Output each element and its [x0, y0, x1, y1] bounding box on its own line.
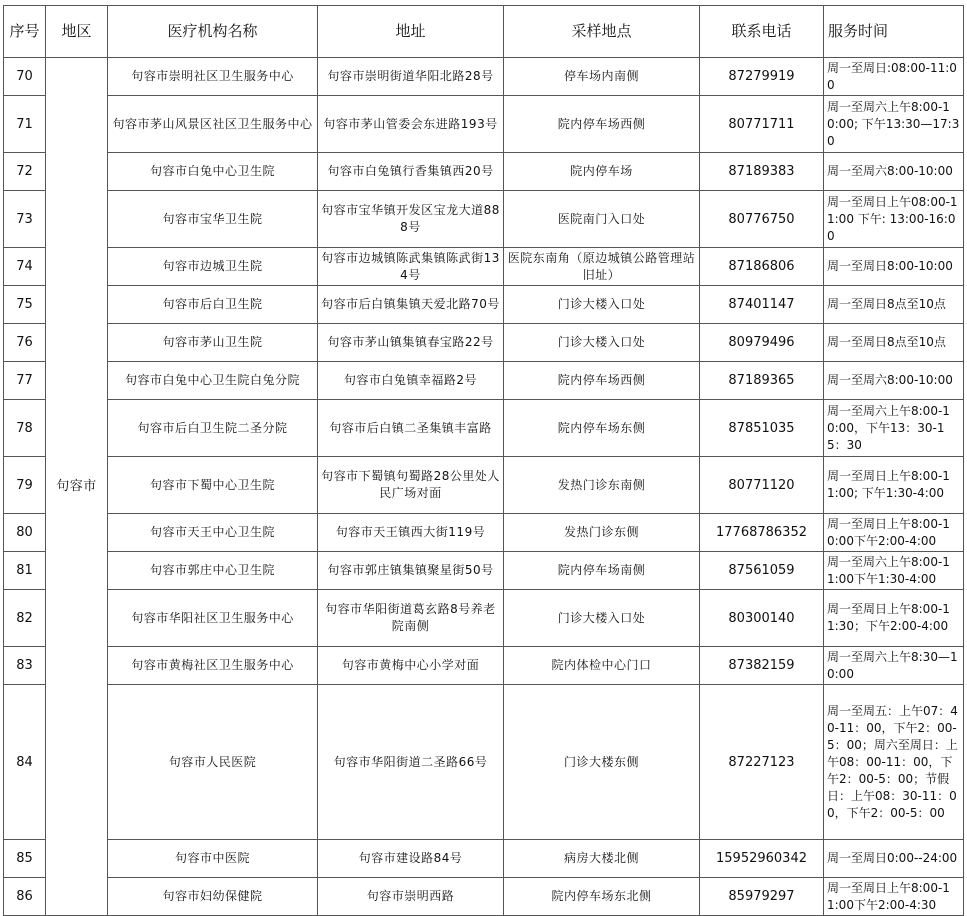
- cell-phone: 80771120: [700, 457, 824, 514]
- cell-phone: 87401147: [700, 286, 824, 324]
- cell-sampling-site: 门诊大楼入口处: [504, 590, 700, 647]
- cell-institution-name: 句容市后白卫生院二圣分院: [108, 400, 318, 457]
- cell-address: 句容市崇明街道华阳北路28号: [318, 58, 504, 96]
- cell-service-hours: 周一至周六上午8:30—10:00: [824, 647, 964, 685]
- cell-address: 句容市华阳街道二圣路66号: [318, 685, 504, 840]
- table-row: [4, 647, 964, 685]
- table-row: [4, 248, 964, 286]
- cell-index: 80: [4, 514, 46, 552]
- header-institution-name: 医疗机构名称: [108, 6, 318, 58]
- cell-institution-name: 句容市崇明社区卫生服务中心: [108, 58, 318, 96]
- table-body: [4, 58, 964, 916]
- cell-index: 70: [4, 58, 46, 96]
- cell-index: 84: [4, 685, 46, 840]
- cell-institution-name: 句容市后白卫生院: [108, 286, 318, 324]
- cell-institution-name: 句容市茅山风景区社区卫生服务中心: [108, 96, 318, 153]
- cell-institution-name: 句容市郭庄中心卫生院: [108, 552, 318, 590]
- cell-service-hours: 周一至周日上午8:00-11:30；下午2:00-4:00: [824, 590, 964, 647]
- table-row: [4, 590, 964, 647]
- table-row: [4, 457, 964, 514]
- cell-sampling-site: 停车场内南侧: [504, 58, 700, 96]
- cell-institution-name: 句容市黄梅社区卫生服务中心: [108, 647, 318, 685]
- cell-phone: 87189383: [700, 153, 824, 191]
- cell-index: 85: [4, 840, 46, 878]
- cell-sampling-site: 病房大楼北侧: [504, 840, 700, 878]
- cell-phone: 80776750: [700, 191, 824, 248]
- cell-service-hours: 周一至周日0:00--24:00: [824, 840, 964, 878]
- cell-index: 71: [4, 96, 46, 153]
- cell-index: 75: [4, 286, 46, 324]
- cell-index: 78: [4, 400, 46, 457]
- cell-sampling-site: 院内停车场西侧: [504, 362, 700, 400]
- cell-address: 句容市宝华镇开发区宝龙大道888号: [318, 191, 504, 248]
- cell-sampling-site: 门诊大楼入口处: [504, 286, 700, 324]
- header-address: 地址: [318, 6, 504, 58]
- cell-sampling-site: 发热门诊东南侧: [504, 457, 700, 514]
- cell-sampling-site: 发热门诊东侧: [504, 514, 700, 552]
- cell-index: 83: [4, 647, 46, 685]
- cell-service-hours: 周一至周日上午08:00-11:00 下午: 13:00-16:00: [824, 191, 964, 248]
- cell-phone: 85979297: [700, 878, 824, 916]
- cell-index: 81: [4, 552, 46, 590]
- cell-phone: 87279919: [700, 58, 824, 96]
- cell-phone: 87227123: [700, 685, 824, 840]
- table-row: [4, 286, 964, 324]
- header-service-hours: 服务时间: [824, 6, 964, 58]
- cell-service-hours: 周一至周日上午8:00-11:00下午2:00-4:30: [824, 878, 964, 916]
- table-row: [4, 96, 964, 153]
- cell-phone: 87561059: [700, 552, 824, 590]
- cell-institution-name: 句容市天王中心卫生院: [108, 514, 318, 552]
- cell-index: 74: [4, 248, 46, 286]
- header-row: [4, 6, 964, 58]
- cell-sampling-site: 门诊大楼东侧: [504, 685, 700, 840]
- table-row: [4, 324, 964, 362]
- cell-phone: 15952960342: [700, 840, 824, 878]
- cell-index: 77: [4, 362, 46, 400]
- cell-sampling-site: 门诊大楼入口处: [504, 324, 700, 362]
- cell-sampling-site: 院内停车场西侧: [504, 96, 700, 153]
- cell-region: 句容市: [46, 58, 108, 916]
- cell-address: 句容市郭庄镇集镇聚星街50号: [318, 552, 504, 590]
- cell-phone: 87186806: [700, 248, 824, 286]
- header-phone: 联系电话: [700, 6, 824, 58]
- cell-sampling-site: 院内停车场东北侧: [504, 878, 700, 916]
- cell-institution-name: 句容市白兔中心卫生院白兔分院: [108, 362, 318, 400]
- cell-address: 句容市下蜀镇句蜀路28公里处人民广场对面: [318, 457, 504, 514]
- cell-address: 句容市崇明西路: [318, 878, 504, 916]
- cell-address: 句容市建设路84号: [318, 840, 504, 878]
- table-row: [4, 191, 964, 248]
- cell-index: 72: [4, 153, 46, 191]
- cell-service-hours: 周一至周日:08:00-11:00: [824, 58, 964, 96]
- header-sampling-site: 采样地点: [504, 6, 700, 58]
- cell-institution-name: 句容市华阳社区卫生服务中心: [108, 590, 318, 647]
- cell-index: 86: [4, 878, 46, 916]
- cell-phone: 87189365: [700, 362, 824, 400]
- cell-service-hours: 周一至周六8:00-10:00: [824, 362, 964, 400]
- cell-institution-name: 句容市中医院: [108, 840, 318, 878]
- cell-address: 句容市边城镇陈武集镇陈武街134号: [318, 248, 504, 286]
- cell-service-hours: 周一至周日8:00-10:00: [824, 248, 964, 286]
- cell-service-hours: 周一至周六上午8:00-10:00，下午13：30-15：30: [824, 400, 964, 457]
- table-row: [4, 840, 964, 878]
- cell-phone: 80300140: [700, 590, 824, 647]
- cell-address: 句容市后白镇集镇天爱北路70号: [318, 286, 504, 324]
- cell-address: 句容市白兔镇行香集镇西20号: [318, 153, 504, 191]
- cell-phone: 87382159: [700, 647, 824, 685]
- cell-service-hours: 周一至周日上午8:00-11:00; 下午1:30-4:00: [824, 457, 964, 514]
- table-row: [4, 685, 964, 840]
- cell-sampling-site: 院内停车场东侧: [504, 400, 700, 457]
- cell-phone: 87851035: [700, 400, 824, 457]
- cell-address: 句容市茅山管委会东进路193号: [318, 96, 504, 153]
- cell-phone: 80979496: [700, 324, 824, 362]
- cell-phone: 80771711: [700, 96, 824, 153]
- cell-sampling-site: 院内体检中心门口: [504, 647, 700, 685]
- cell-institution-name: 句容市妇幼保健院: [108, 878, 318, 916]
- cell-service-hours: 周一至周日上午8:00-10:00下午2:00-4:00: [824, 514, 964, 552]
- cell-institution-name: 句容市下蜀中心卫生院: [108, 457, 318, 514]
- table-row: [4, 362, 964, 400]
- table-row: [4, 400, 964, 457]
- cell-sampling-site: 医院东南角（原边城镇公路管理站旧址）: [504, 248, 700, 286]
- table-row: [4, 153, 964, 191]
- cell-address: 句容市后白镇二圣集镇丰富路: [318, 400, 504, 457]
- cell-index: 82: [4, 590, 46, 647]
- cell-service-hours: 周一至周六8:00-10:00: [824, 153, 964, 191]
- table-row: [4, 552, 964, 590]
- cell-sampling-site: 院内停车场南侧: [504, 552, 700, 590]
- cell-service-hours: 周一至周日8点至10点: [824, 324, 964, 362]
- cell-phone: 17768786352: [700, 514, 824, 552]
- cell-institution-name: 句容市人民医院: [108, 685, 318, 840]
- cell-address: 句容市茅山镇集镇春宝路22号: [318, 324, 504, 362]
- header-region: 地区: [46, 6, 108, 58]
- cell-service-hours: 周一至周日8点至10点: [824, 286, 964, 324]
- testing-sites-table: [3, 5, 964, 916]
- cell-institution-name: 句容市边城卫生院: [108, 248, 318, 286]
- table-row: [4, 58, 964, 96]
- cell-service-hours: 周一至周六上午8:00-11:00下午1:30-4:00: [824, 552, 964, 590]
- cell-service-hours: 周一至周六上午8:00-10:00; 下午13:30—17:30: [824, 96, 964, 153]
- table-row: [4, 878, 964, 916]
- cell-address: 句容市黄梅中心小学对面: [318, 647, 504, 685]
- cell-sampling-site: 院内停车场: [504, 153, 700, 191]
- cell-address: 句容市华阳街道葛玄路8号养老院南侧: [318, 590, 504, 647]
- cell-index: 73: [4, 191, 46, 248]
- cell-institution-name: 句容市茅山卫生院: [108, 324, 318, 362]
- cell-index: 76: [4, 324, 46, 362]
- table-row: [4, 514, 964, 552]
- cell-institution-name: 句容市白兔中心卫生院: [108, 153, 318, 191]
- cell-sampling-site: 医院南门入口处: [504, 191, 700, 248]
- cell-address: 句容市天王镇西大街119号: [318, 514, 504, 552]
- header-index: 序号: [4, 6, 46, 58]
- cell-index: 79: [4, 457, 46, 514]
- cell-institution-name: 句容市宝华卫生院: [108, 191, 318, 248]
- cell-address: 句容市白兔镇幸福路2号: [318, 362, 504, 400]
- cell-service-hours: 周一至周五：上午07：40-11：00，下午2：00-5：00；周六至周日：上午08：00-11：00，下午2：00-5：00；节假日：上午08：30-11：00，下午2：00-5：00: [824, 685, 964, 840]
